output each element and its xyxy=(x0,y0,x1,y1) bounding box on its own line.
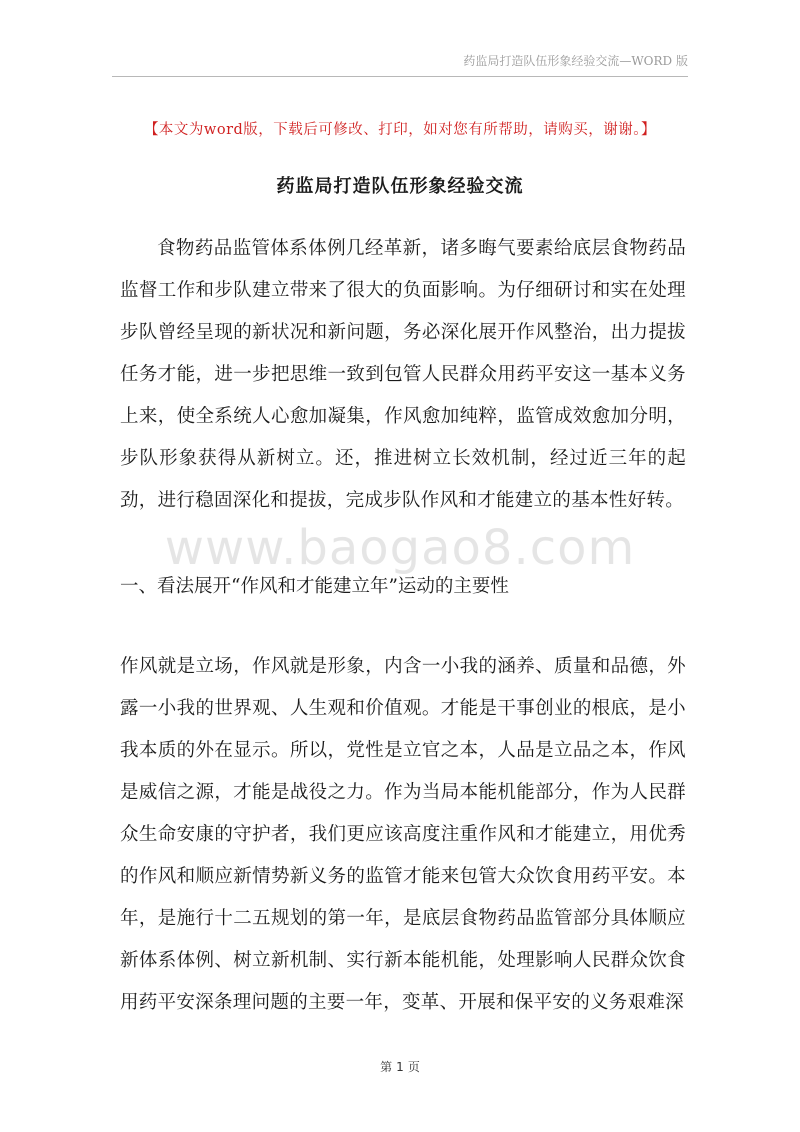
purchase-notice: 【本文为word版，下载后可修改、打印，如对您有所帮助，请购买，谢谢。】 xyxy=(143,122,657,138)
page-number: 1 xyxy=(396,1060,404,1074)
document-title: 药监局打造队伍形象经验交流 xyxy=(276,176,524,197)
watermark: www.baogao8.com xyxy=(164,520,636,576)
section-heading-1: 一、看法展开“作风和才能建立年”运动的主要性 xyxy=(120,576,509,597)
body-paragraph-1: 食物药品监管体系体例几经革新，诸多晦气要素给底层食物药品监督工作和步队建立带来了很大的负面影响。为仔细研讨和实在处理步队曾经呈现的新状况和新问题，务必深化展开作风整治，出力提拔任务才能，进一步把思维一致到包管人民群众用药平安这一基本义务上来，使全系统人心愈加凝集，作风愈加纯粹，监管成效愈加分明，步队形象获得从新树立。还，推进树立长效机制，经过近三年的起劲，进行稳固深化和提拔，完成步队作风和才能建立的基本性好转。 xyxy=(120,238,686,511)
page-footer-prefix: 第 xyxy=(380,1060,393,1074)
header-divider xyxy=(112,76,688,77)
page-footer xyxy=(0,1058,800,1075)
running-header: 药监局打造队伍形象经验交流—WORD 版 xyxy=(463,54,688,68)
page-footer-suffix: 页 xyxy=(407,1060,420,1074)
body-paragraph-2: 作风就是立场，作风就是形象，内含一小我的涵养、质量和品德，外露一小我的世界观、人生观和价值观。才能是干事创业的根底，是小我本质的外在显示。所以，党性是立官之本，人品是立品之本，作风是威信之源，才能是战役之力。作为当局本能机能部分，作为人民群众生命安康的守护者，我们更应该高度注重作风和才能建立，用优秀的作风和顺应新情势新义务的监管才能来包管大众饮食用药平安。本年，是施行十二五规划的第一年，是底层食物药品监管部分具体顺应新体系体例、树立新机制、实行新本能机能，处理影响人民群众饮食用药平安深条理问题的主要一年，变革、开展和保平安的义务艰难深 xyxy=(120,656,686,1013)
